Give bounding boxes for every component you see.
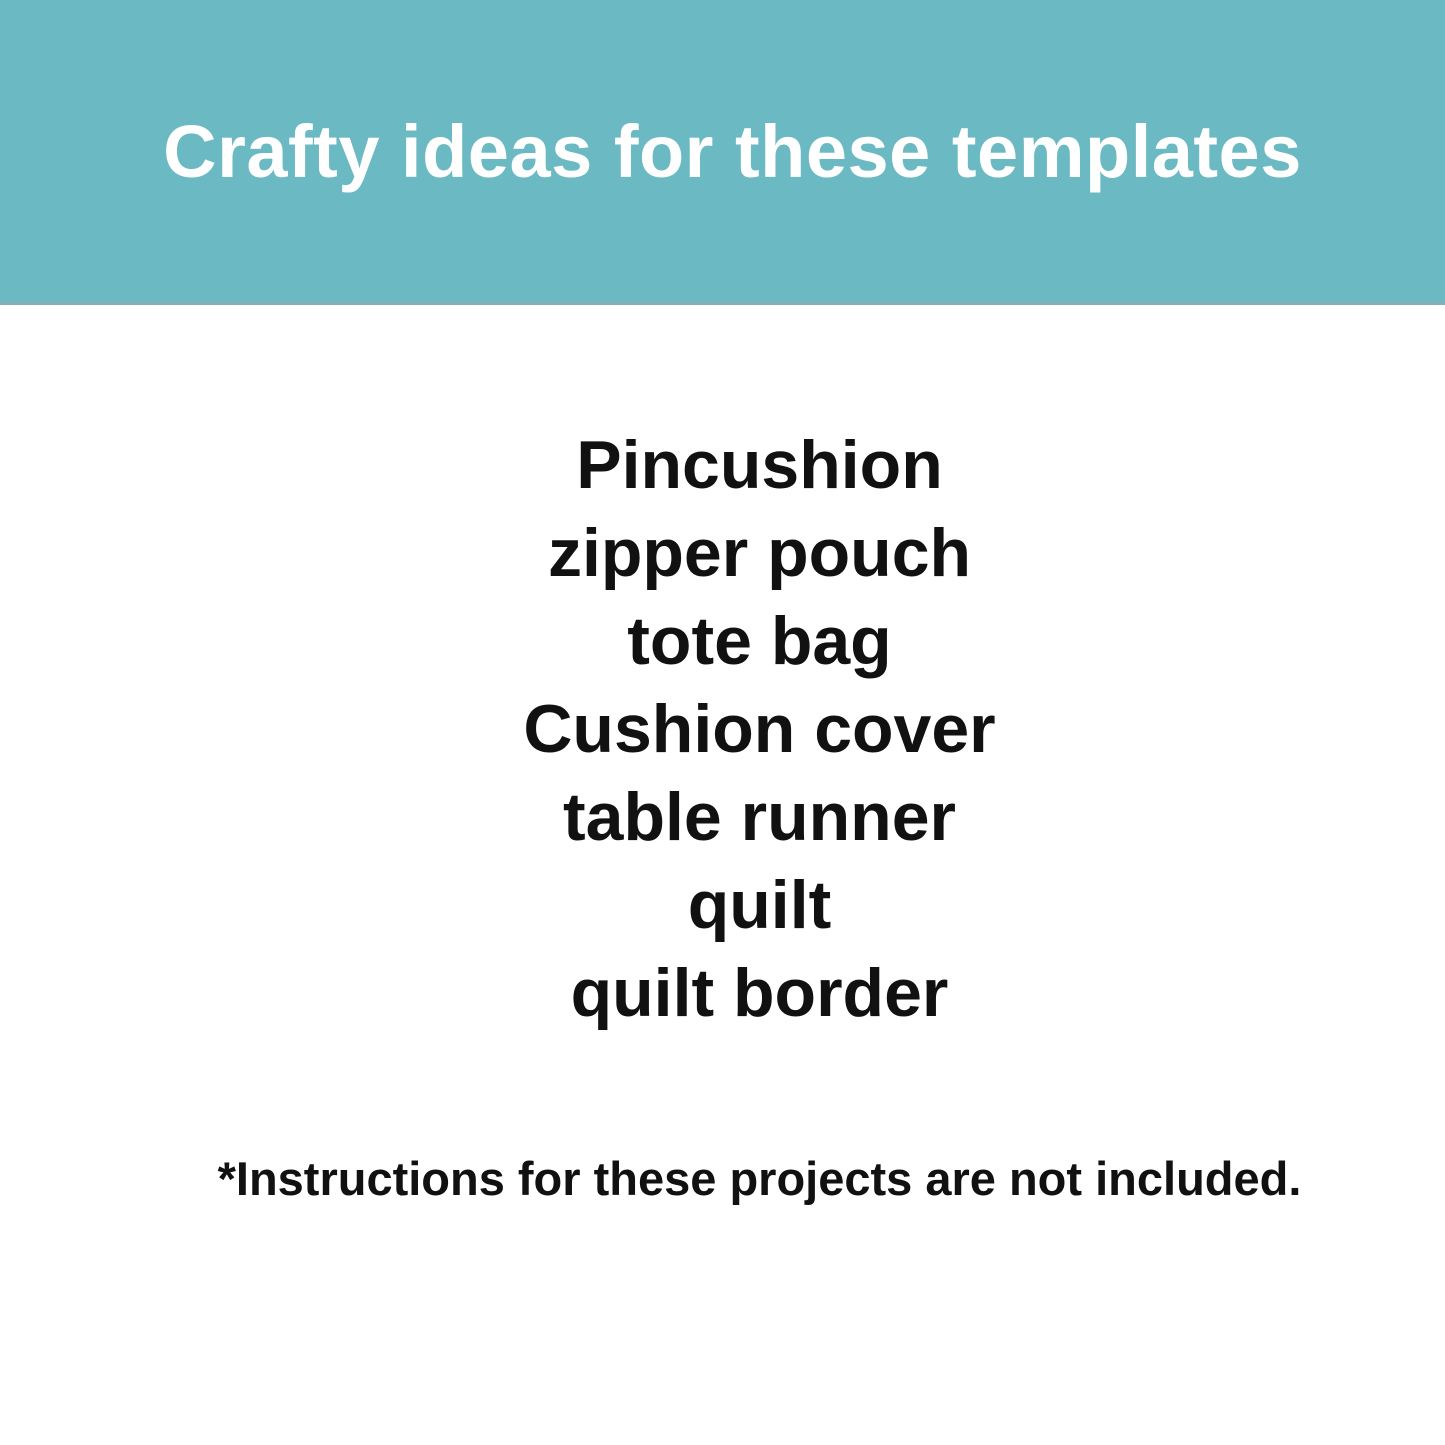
list-item-cushion-cover: Cushion cover (523, 691, 996, 767)
list-item-tote-bag: tote bag (627, 603, 892, 679)
footnote-text: *Instructions for these projects are not included. (217, 1152, 1302, 1205)
ideas-list (37, 305, 1445, 1037)
main-content (37, 305, 1445, 1209)
list-item-pincushion: Pincushion (576, 427, 943, 503)
header-banner (0, 0, 1445, 305)
page-title: Crafty ideas for these templates (163, 109, 1302, 193)
list-item-zipper-pouch: zipper pouch (547, 515, 972, 591)
list-item-quilt-border: quilt border (570, 955, 949, 1031)
list-item-quilt: quilt (687, 867, 832, 943)
list-item-table-runner: table runner (563, 779, 956, 855)
